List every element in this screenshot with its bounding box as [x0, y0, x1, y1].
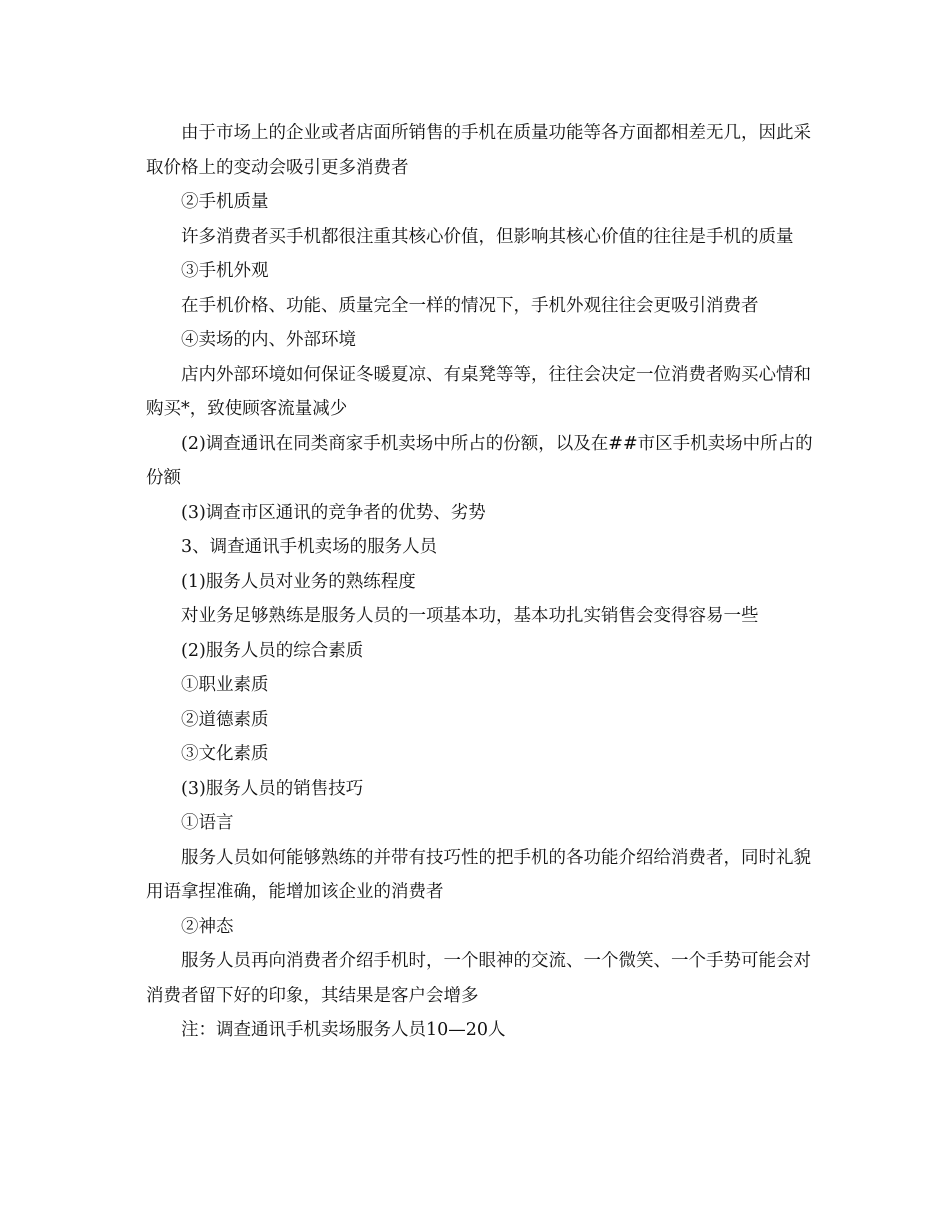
paragraph-market-share: (2)调查通讯在同类商家手机卖场中所占的份额，以及在##市区手机卖场中所占的份额: [146, 433, 813, 488]
item-moral-quality: ②道德素质: [181, 709, 269, 730]
item-demeanor: ②神态: [181, 916, 234, 937]
heading-staff-quality: (2)服务人员的综合素质: [181, 640, 364, 661]
note-survey-count: 注：调查通讯手机卖场服务人员10—20人: [181, 1020, 506, 1040]
heading-staff-proficiency: (1)服务人员对业务的熟练程度: [181, 571, 416, 592]
item-language: ①语言: [181, 813, 234, 833]
paragraph-price-reason: 由于市场上的企业或者店面所销售的手机在质量功能等各方面都相差无几，因此采取价格上的变动会吸引更多消费者: [146, 123, 811, 178]
paragraph-phone-appearance: 在手机价格、功能、质量完全一样的情况下，手机外观往往会更吸引消费者: [181, 295, 759, 316]
paragraph-competitors: (3)调查市区通讯的竞争者的优势、劣势: [181, 502, 486, 523]
paragraph-demeanor: 服务人员再向消费者介绍手机时，一个眼神的交流、一个微笑、一个手势可能会对消费者留下好的印象，其结果是客户会增多: [146, 951, 811, 1006]
paragraph-store-environment: 店内外部环境如何保证冬暖夏凉、有桌凳等等，往往会决定一位消费者购买心情和购买*，致使顾客流量减少: [146, 364, 811, 419]
document-body: [146, 116, 816, 1048]
heading-service-staff: 3、调查通讯手机卖场的服务人员: [181, 537, 438, 557]
paragraph-phone-quality: 许多消费者买手机都很注重其核心价值，但影响其核心价值的往往是手机的质量: [181, 226, 794, 247]
paragraph-staff-proficiency: 对业务足够熟练是服务人员的一项基本功，基本功扎实销售会变得容易一些: [181, 606, 759, 626]
heading-phone-quality: ②手机质量: [181, 192, 269, 212]
item-cultural-quality: ③文化素质: [181, 744, 269, 764]
paragraph-language: 服务人员如何能够熟练的并带有技巧性的把手机的各功能介绍给消费者，同时礼貌用语拿捏准确，能增加该企业的消费者: [146, 847, 811, 902]
heading-phone-appearance: ③手机外观: [181, 261, 269, 281]
heading-sales-skills: (3)服务人员的销售技巧: [181, 778, 364, 799]
heading-store-environment: ④卖场的内、外部环境: [181, 330, 356, 350]
item-professional-quality: ①职业素质: [181, 675, 269, 695]
